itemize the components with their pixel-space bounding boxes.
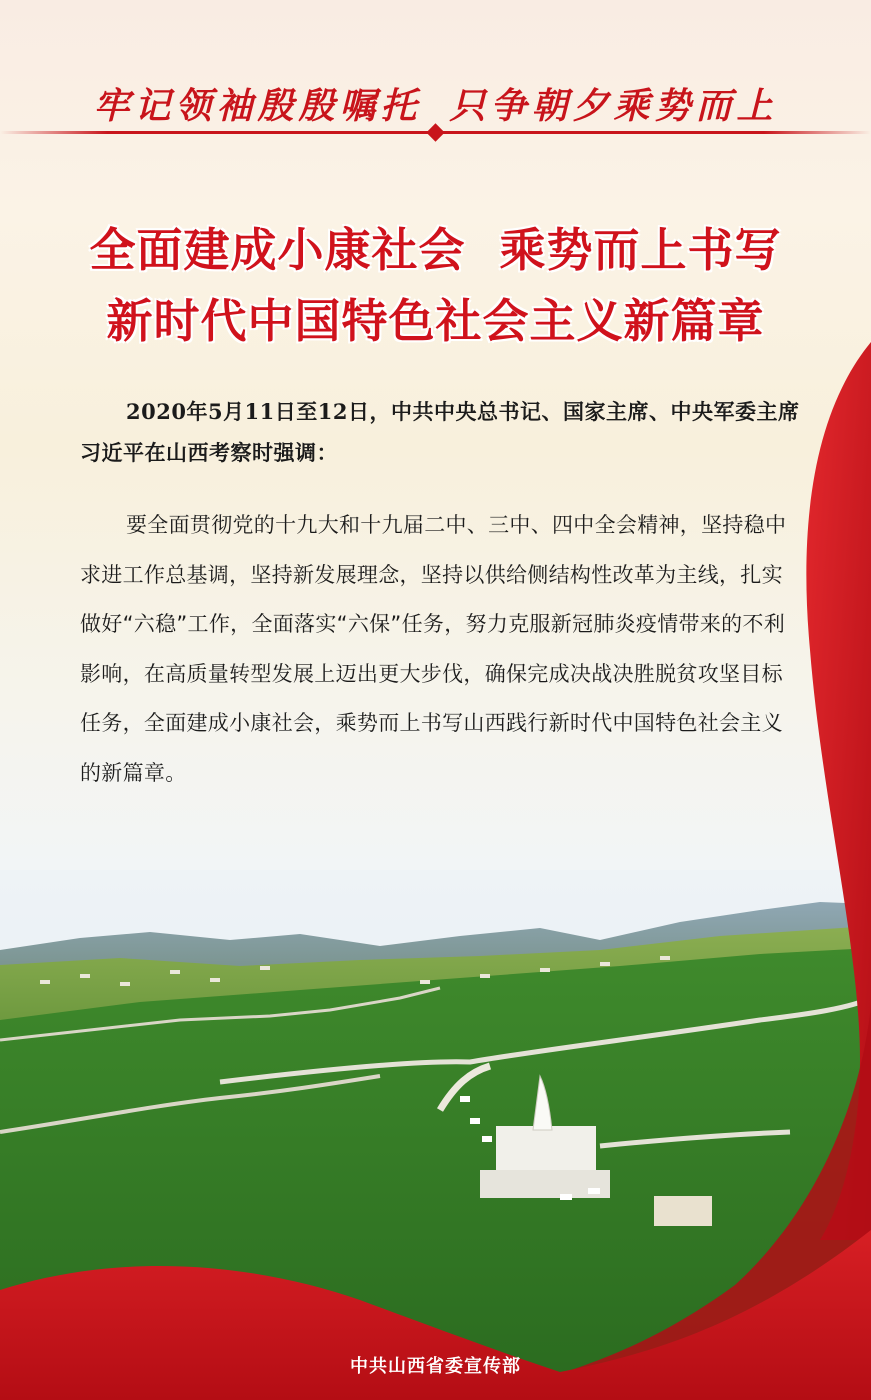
slogan-part-2: 只争朝夕乘势而上	[449, 85, 778, 127]
headline-line-2: 新时代中国特色社会主义新篇章	[106, 294, 765, 348]
slogan-banner	[0, 78, 871, 129]
headline-line-1: 全面建成小康社会 乘势而上书写	[89, 223, 782, 277]
publisher-credit: 中共山西省委宣传部	[350, 1356, 521, 1377]
divider-line-left	[0, 131, 430, 134]
quote-paragraph: 要全面贯彻党的十九大和十九届二中、三中、四中全会精神，坚持稳中求进工作总基调，坚持新发展理念，坚持以供给侧结构性改革为主线，扎实做好“六稳”工作，全面落实“六保”任务，努力克服新冠肺炎疫情带来的不利影响，在高质量转型发展上迈出更大步伐，确保完成决战决胜脱贫攻坚目标任务，全面建成小康社会，乘势而上书写山西践行新时代中国特色社会主义的新篇章。	[80, 513, 787, 785]
intro-paragraph: 2020年5月11日至12日，中共中央总书记、国家主席、中央军委主席习近平在山西考察时强调：	[80, 399, 800, 465]
divider-line-right	[442, 131, 871, 134]
slogan-part-1: 牢记领袖殷殷嘱托	[93, 85, 422, 127]
